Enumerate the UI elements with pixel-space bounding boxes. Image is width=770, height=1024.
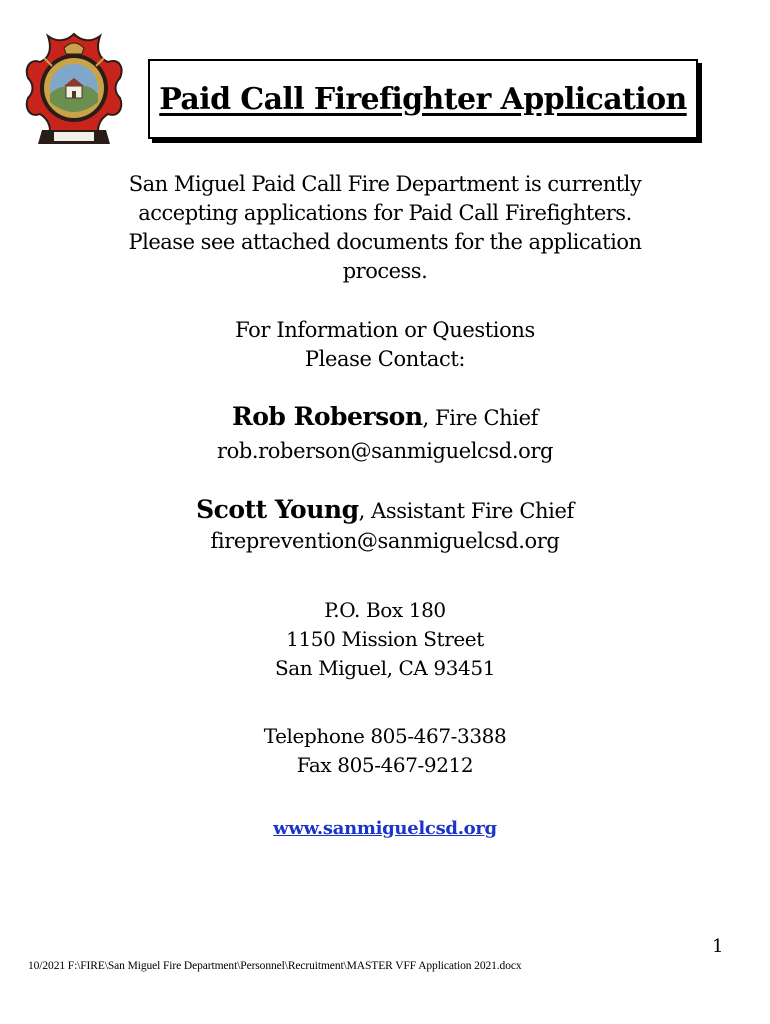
website [0,818,770,839]
address-line: P.O. Box 180 [324,598,446,622]
contact-fire-chief [0,402,770,431]
intro-line: Please see attached documents for the application [128,230,642,254]
website-link[interactable]: www.sanmiguelcsd.org [273,818,497,839]
contact-role: , Fire Chief [422,406,539,430]
contact-name: Scott Young [196,495,359,524]
phone-numbers [0,722,770,780]
address-line: 1150 Mission Street [286,627,484,651]
page-title: Paid Call Firefighter Application [159,81,687,117]
contact-email[interactable]: rob.roberson@sanmiguelcsd.org [216,439,554,463]
address-line: San Miguel, CA 93451 [274,656,496,680]
contact-assistant-chief [0,495,770,524]
fax: Fax 805-467-9212 [296,753,474,777]
intro-line: accepting applications for Paid Call Firefighters. [138,201,632,225]
fire-department-logo [22,28,126,156]
contact-email[interactable]: fireprevention@sanmiguelcsd.org [210,529,560,553]
telephone: Telephone 805-467-3388 [263,724,507,748]
intro-line: process. [342,259,428,283]
footer-file-path: 10/2021 F:\FIRE\San Miguel Fire Department\Personnel\Recruitment\MASTER VFF Application 2021.docx [28,960,522,972]
contact-heading-line: Please Contact: [304,347,466,371]
contact-name: Rob Roberson [231,402,423,431]
contact-heading [0,316,770,374]
contact-role: , Assistant Fire Chief [358,499,574,523]
page-number: 1 [712,936,724,957]
contact-heading-line: For Information or Questions [235,318,535,342]
intro-line: San Miguel Paid Call Fire Department is currently [128,172,642,196]
mailing-address [0,596,770,683]
intro-paragraph [0,170,770,286]
title-box [148,59,698,139]
